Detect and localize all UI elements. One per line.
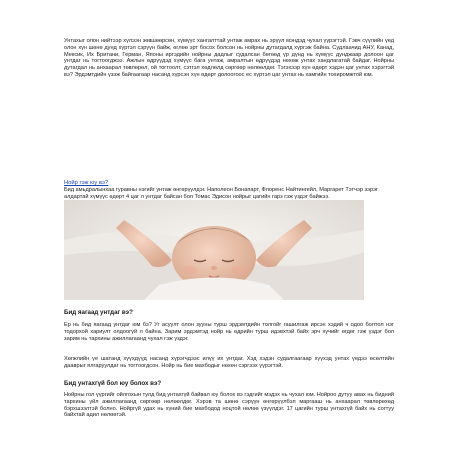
why-sleep-paragraph: Ер нь бид яагаад унтдаг юм бэ? Уг асуулт олон зууны турш эрдэмтдийн толгойг гашилгаж ирсэн хэдий ч одоо болтол нэг тодорхой хариулт олдоогүй л байна. Зарим эрдэмтэд нойр нь өдрийн турш идэвхтэй байх эрч хүчийг өгдөг гэж үздэг бол зарим нь тархины ажиллагаанд чухал гэж үздэг. (64, 322, 394, 342)
intro-paragraph: Унтахыг олон нийтээр хүлээн зөвшөөрсөн, хүмүүс хангалттай унтаж амрах нь эрүүл мэндэд чухал үүрэгтэй. Гэвч сүүлийн үед олон хүн шөнө дунд хүртэл сэрүүн байж, өглөө эрт босох болсон нь нойрны дутагдалд хүргэж байна. Судлаачид АНУ, Канад, Мексик, Их Британи, Герман, Японы иргэдийн нойрны дадлыг судалсан бөгөөд үр дүнд нь хүмүүс дунджаар долоон цаг унтдаг нь тогтоогджээ. Ажлын өдрүүдэд хүмүүс бага унтаж, амралтын өдрүүдэд нөхөж унтах хандлагатай байдаг. Нойрны дутагдал нь анхаарал төвлөрөл, ой тогтоолт, сэтгэл хөдлөлд сөргөөр нөлөөлдөг. Тэгэхээр хүн өдөрт хэдэн цаг унтах хэрэгтэй вэ? Эрдэмтдийн үзэж байгаагаар насанд хүрсэн хүн өдөрт долоогоос ес хүртэл цаг унтах нь хамгийн тохиромжтой юм. (64, 38, 394, 78)
sleep-link[interactable]: Нойр гэж юу вэ? (64, 180, 109, 186)
baby-photo (64, 200, 364, 300)
section-heading-why-sleep: Бид яагаад унтдаг вэ? (64, 309, 133, 316)
section-heading-no-sleep: Бид унтахгүй бол юу болох вэ? (64, 380, 162, 387)
children-sleep-paragraph: Хөгжлийн үе шатанд хүүхдүүд насанд хүрэгчдээс илүү их унтдаг. Хэд хэдэн судалгаагаар хүүхэд унтах үедээ өсөлтийн дааврыг ялгаруулдаг нь тогтоогдсон. Нойр нь бие махбодыг нөхөн сэргээх үүрэгтэй. (64, 356, 394, 369)
famous-people-paragraph: Бид амьдралынхаа гуравны нэгийг унтаж өнгөрүүлдэг. Наполеон Бонапарт, Флоренс Найтингейл, Маргарет Тэтчэр зэрэг алдартай хүмүүс өдөрт 4 цаг л унтдаг байсан бол Томас Эдисон нойрыг цагийн гарз гэж үздэг байжээ. (64, 187, 378, 200)
no-sleep-paragraph: Нойрны гол үүргийг ойлгохын тулд бид унтахгүй байвал юу болох вэ гэдгийг мэдэх нь чухал юм. Нойроо дутуу авах нь бидний тархины үйл ажиллагаанд сөргөөр нөлөөлдөг. Хэрэв та шөнө сэрүүн өнгөрүүлбэл маргааш нь анхаарал төвлөрөхөд бэрхшээлтэй болно. Нойргүй удах нь хүний бие махбодод ноцтой нөлөө үзүүлдэг. 17 цагийн турш унтахгүй байх нь согтуу байхтай адил нөлөөтэй. (64, 392, 394, 419)
